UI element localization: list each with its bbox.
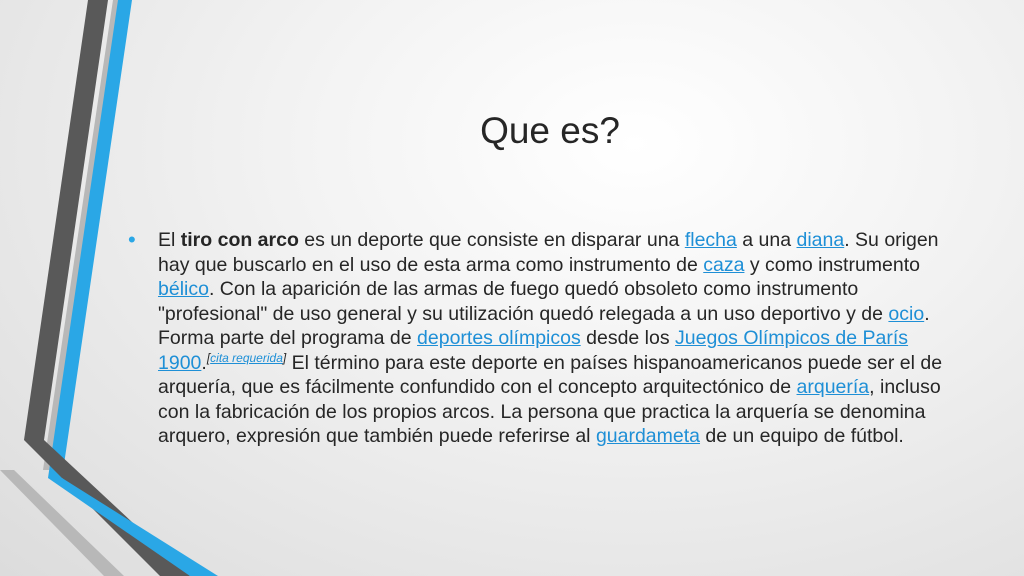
text-run: , incluso con la fabricación de los propios arcos. La persona que practica la arquería se denomina arquero, expresión que también puede referirse al xyxy=(158,376,941,447)
link-juegos-olimpicos-paris-1900[interactable]: Juegos Olímpicos de París 1900 xyxy=(158,327,909,374)
text-run: . Su origen hay que buscarlo en el uso de esta arma como instrumento de xyxy=(158,229,939,276)
text-run: El xyxy=(158,229,181,251)
link-belico[interactable]: bélico xyxy=(158,278,209,300)
link-guardameta[interactable]: guardameta xyxy=(595,425,701,447)
text-run: de un equipo de fútbol. xyxy=(700,425,904,447)
text-run: es un deporte que consiste en disparar una xyxy=(298,229,685,251)
text-run: a una xyxy=(736,229,797,251)
bullet-icon: • xyxy=(128,227,136,252)
text-run: desde los xyxy=(580,327,676,349)
blue-stripe-bottom xyxy=(48,478,218,576)
slide-title: Que es? xyxy=(480,110,620,151)
text-run: y como instrumento xyxy=(744,253,921,276)
link-arqueria[interactable]: arquería xyxy=(796,376,870,398)
bullet-paragraph xyxy=(158,228,958,449)
link-flecha[interactable]: flecha xyxy=(684,229,737,251)
text-run: . Con la aparición de las armas de fuego quedó obsoleto como instrumento "profesional" de uso general y su utilización quedó relegada a un uso deportivo y de xyxy=(158,278,889,325)
link-diana[interactable]: diana xyxy=(796,229,845,251)
citation-needed: [cita requerida] xyxy=(206,350,287,365)
bold-term: tiro con arco xyxy=(180,229,299,251)
link-cita-requerida[interactable]: cita requerida xyxy=(210,350,283,365)
text-run: . Forma parte del programa de xyxy=(158,302,930,349)
link-ocio[interactable]: ocio xyxy=(888,302,925,325)
link-caza[interactable]: caza xyxy=(703,253,745,276)
link-deportes-olimpicos[interactable]: deportes olímpicos xyxy=(417,327,581,349)
text-run: . xyxy=(201,351,207,374)
text-run: El término para este deporte en países hispanoamericanos puede ser el de arquería, que es fácilmente confundido con el concepto arquitectónico de xyxy=(158,351,943,398)
